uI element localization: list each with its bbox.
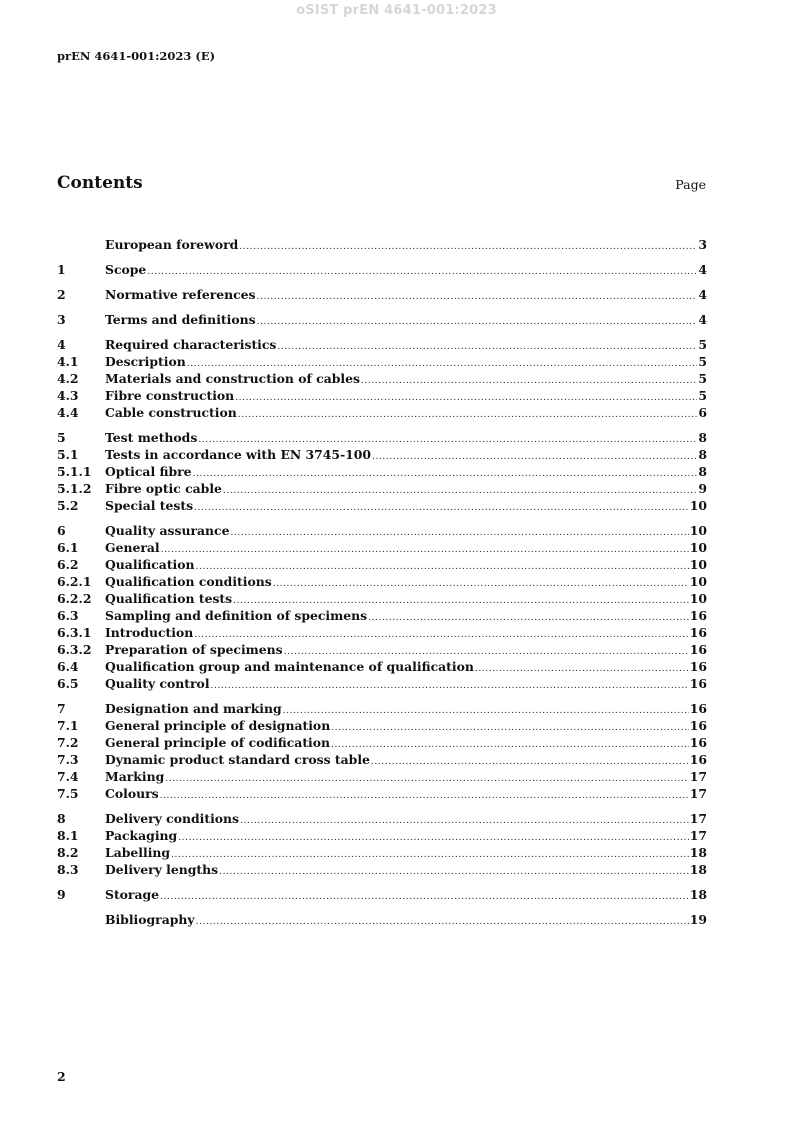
toc-dot-leader [475,661,689,678]
toc-group [57,336,707,421]
toc-entry-title: Cable construction [105,405,237,420]
toc-entry-page: 10 [689,591,707,606]
toc-dot-leader [193,466,698,483]
toc-entry-title: Packaging [105,828,178,843]
toc-entry[interactable] [57,675,707,692]
toc-entry-number: 6 [57,523,66,538]
toc-entry-number: 3 [57,312,66,327]
table-of-contents [57,236,707,936]
toc-entry-page: 16 [689,735,707,750]
toc-entry-title: Scope [105,262,147,277]
toc-group [57,311,707,328]
toc-entry-title: Quality assurance [105,523,230,538]
toc-entry-title: Qualification conditions [105,574,272,589]
toc-dot-leader [277,339,697,356]
toc-entry-title: Quality control [105,676,210,691]
toc-entry[interactable] [57,539,707,556]
toc-entry-title: Normative references [105,287,256,302]
toc-dot-leader [361,373,697,390]
toc-entry[interactable] [57,573,707,590]
toc-entry-page: 8 [698,464,707,479]
toc-entry[interactable] [57,387,707,404]
toc-entry-title: Designation and marking [105,701,282,716]
toc-dot-leader [211,678,689,695]
toc-entry-number: 6.1 [57,540,79,555]
toc-entry[interactable] [57,404,707,421]
toc-entry-number: 5.1.1 [57,464,92,479]
toc-entry[interactable] [57,480,707,497]
toc-entry-title: General principle of codification [105,735,331,750]
toc-entry-number: 6.3.1 [57,625,92,640]
toc-entry[interactable] [57,810,707,827]
toc-dot-leader [239,239,697,256]
toc-entry[interactable] [57,785,707,802]
toc-dot-leader [372,449,697,466]
contents-heading: Contents [57,173,143,193]
toc-dot-leader [160,788,689,805]
toc-entry-number: 7.5 [57,786,79,801]
toc-entry-number: 4.4 [57,405,79,420]
toc-entry-number: 5.1.2 [57,481,92,496]
toc-entry[interactable] [57,446,707,463]
toc-entry-title: Sampling and definition of specimens [105,608,368,623]
toc-dot-leader [368,610,689,627]
toc-entry[interactable] [57,911,707,928]
toc-entry-page: 10 [689,498,707,513]
toc-entry-title: Description [105,354,186,369]
toc-entry-page: 10 [689,540,707,555]
toc-entry-title: Dynamic product standard cross table [105,752,370,767]
toc-entry-number: 5 [57,430,66,445]
toc-dot-leader [257,289,698,306]
toc-entry-page: 16 [689,625,707,640]
toc-entry-number: 6.2 [57,557,79,572]
watermark-text: oSIST prEN 4641-001:2023 [296,3,497,18]
toc-entry[interactable] [57,522,707,539]
toc-entry-title: General principle of designation [105,718,331,733]
toc-entry-title: Labelling [105,845,171,860]
toc-dot-leader [178,830,689,847]
toc-entry-title: Tests in accordance with EN 3745-100 [105,447,372,462]
toc-entry-page: 16 [689,659,707,674]
toc-entry-title: Optical fibre [105,464,192,479]
toc-entry-page: 17 [689,786,707,801]
toc-entry[interactable] [57,556,707,573]
toc-entry[interactable] [57,370,707,387]
toc-entry-page: 5 [698,337,707,352]
toc-group [57,911,707,928]
toc-entry-number: 7.1 [57,718,79,733]
toc-entry-number: 1 [57,262,66,277]
toc-entry-title: Required characteristics [105,337,277,352]
toc-dot-leader [283,703,689,720]
toc-entry-page: 16 [689,752,707,767]
toc-entry[interactable] [57,768,707,785]
toc-entry-page: 4 [698,312,707,327]
toc-entry[interactable] [57,353,707,370]
toc-entry-number: 7.4 [57,769,79,784]
toc-dot-leader [371,754,689,771]
toc-entry-page: 5 [698,388,707,403]
toc-entry-page: 16 [689,701,707,716]
toc-group [57,810,707,878]
toc-dot-leader [230,525,688,542]
toc-entry[interactable] [57,844,707,861]
toc-entry[interactable] [57,624,707,641]
toc-entry-page: 17 [689,828,707,843]
toc-entry-title: Special tests [105,498,194,513]
toc-entry-page: 16 [689,718,707,733]
toc-dot-leader [235,390,697,407]
toc-entry[interactable] [57,336,707,353]
toc-entry-title: Test methods [105,430,198,445]
toc-entry-title: Qualification group and maintenance of qualification [105,659,474,674]
toc-entry[interactable] [57,497,707,514]
toc-dot-leader [160,889,689,906]
toc-entry-title: European foreword [105,237,239,252]
toc-entry[interactable] [57,717,707,734]
toc-entry-page: 16 [689,676,707,691]
toc-dot-leader [273,576,689,593]
toc-entry-number: 4 [57,337,66,352]
toc-entry-number: 8.2 [57,845,79,860]
toc-entry-page: 10 [689,523,707,538]
toc-entry[interactable] [57,590,707,607]
toc-entry-page: 10 [689,574,707,589]
toc-entry-number: 7.2 [57,735,79,750]
toc-entry[interactable] [57,658,707,675]
toc-group [57,522,707,692]
toc-entry-number: 8.1 [57,828,79,843]
toc-dot-leader [171,847,689,864]
toc-entry-page: 10 [689,557,707,572]
toc-entry-number: 4.2 [57,371,79,386]
toc-entry-page: 16 [689,642,707,657]
toc-entry-number: 6.3.2 [57,642,92,657]
toc-entry-page: 17 [689,811,707,826]
toc-entry[interactable] [57,463,707,480]
toc-entry-page: 18 [689,862,707,877]
toc-entry-title: Preparation of specimens [105,642,283,657]
toc-entry[interactable] [57,751,707,768]
toc-entry-title: Fibre optic cable [105,481,222,496]
toc-group [57,286,707,303]
toc-entry-page: 18 [689,887,707,902]
toc-entry[interactable] [57,734,707,751]
toc-entry-title: Terms and definitions [105,312,256,327]
toc-entry[interactable] [57,286,707,303]
toc-entry[interactable] [57,261,707,278]
page-column-label: Page [675,177,706,192]
toc-dot-leader [161,542,689,559]
toc-entry-page: 4 [698,262,707,277]
toc-entry-number: 7 [57,701,66,716]
toc-entry-number: 8 [57,811,66,826]
toc-entry-page: 4 [698,287,707,302]
toc-entry-title: Delivery conditions [105,811,240,826]
toc-entry-page: 17 [689,769,707,784]
toc-entry[interactable] [57,641,707,658]
toc-entry-page: 8 [698,430,707,445]
toc-entry[interactable] [57,236,707,253]
toc-entry[interactable] [57,311,707,328]
toc-dot-leader [331,737,689,754]
toc-entry-title: Colours [105,786,159,801]
toc-entry-title: Storage [105,887,160,902]
toc-entry[interactable] [57,700,707,717]
toc-group [57,886,707,903]
toc-entry-number: 6.2.2 [57,591,92,606]
toc-dot-leader [219,864,689,881]
toc-entry-page: 6 [698,405,707,420]
toc-dot-leader [257,314,698,331]
toc-entry-page: 9 [698,481,707,496]
toc-entry-number: 4.3 [57,388,79,403]
toc-entry-number: 4.1 [57,354,79,369]
toc-entry-page: 16 [689,608,707,623]
toc-entry-page: 8 [698,447,707,462]
toc-entry-page: 18 [689,845,707,860]
toc-group [57,236,707,253]
toc-entry-title: Materials and construction of cables [105,371,360,386]
toc-entry-title: Marking [105,769,165,784]
toc-dot-leader [194,500,689,517]
toc-entry-number: 6.2.1 [57,574,92,589]
toc-entry-number: 6.3 [57,608,79,623]
toc-group [57,261,707,278]
toc-dot-leader [196,914,689,931]
toc-entry-title: Introduction [105,625,194,640]
toc-entry-number: 2 [57,287,66,302]
toc-entry[interactable] [57,429,707,446]
toc-entry[interactable] [57,607,707,624]
toc-entry-number: 6.4 [57,659,79,674]
toc-dot-leader [223,483,697,500]
toc-entry-page: 5 [698,371,707,386]
toc-entry-page: 19 [689,912,707,927]
toc-group [57,700,707,802]
toc-entry-page: 3 [698,237,707,252]
document-id: prEN 4641-001:2023 (E) [57,49,216,63]
toc-dot-leader [165,771,689,788]
toc-entry-number: 6.5 [57,676,79,691]
toc-entry-title: General [105,540,160,555]
toc-entry-number: 8.3 [57,862,79,877]
toc-dot-leader [331,720,689,737]
toc-entry-title: Qualification [105,557,195,572]
toc-entry[interactable] [57,886,707,903]
toc-entry-title: Fibre construction [105,388,235,403]
toc-entry[interactable] [57,827,707,844]
toc-entry-title: Delivery lengths [105,862,219,877]
toc-entry-page: 5 [698,354,707,369]
toc-dot-leader [147,264,697,281]
toc-entry-title: Bibliography [105,912,195,927]
toc-entry-title: Qualification tests [105,591,233,606]
toc-group [57,429,707,514]
toc-entry-number: 7.3 [57,752,79,767]
footer-page-number: 2 [57,1069,66,1084]
toc-entry[interactable] [57,861,707,878]
toc-entry-number: 5.2 [57,498,79,513]
toc-dot-leader [238,407,698,424]
toc-entry-number: 5.1 [57,447,79,462]
toc-entry-number: 9 [57,887,66,902]
toc-dot-leader [240,813,689,830]
